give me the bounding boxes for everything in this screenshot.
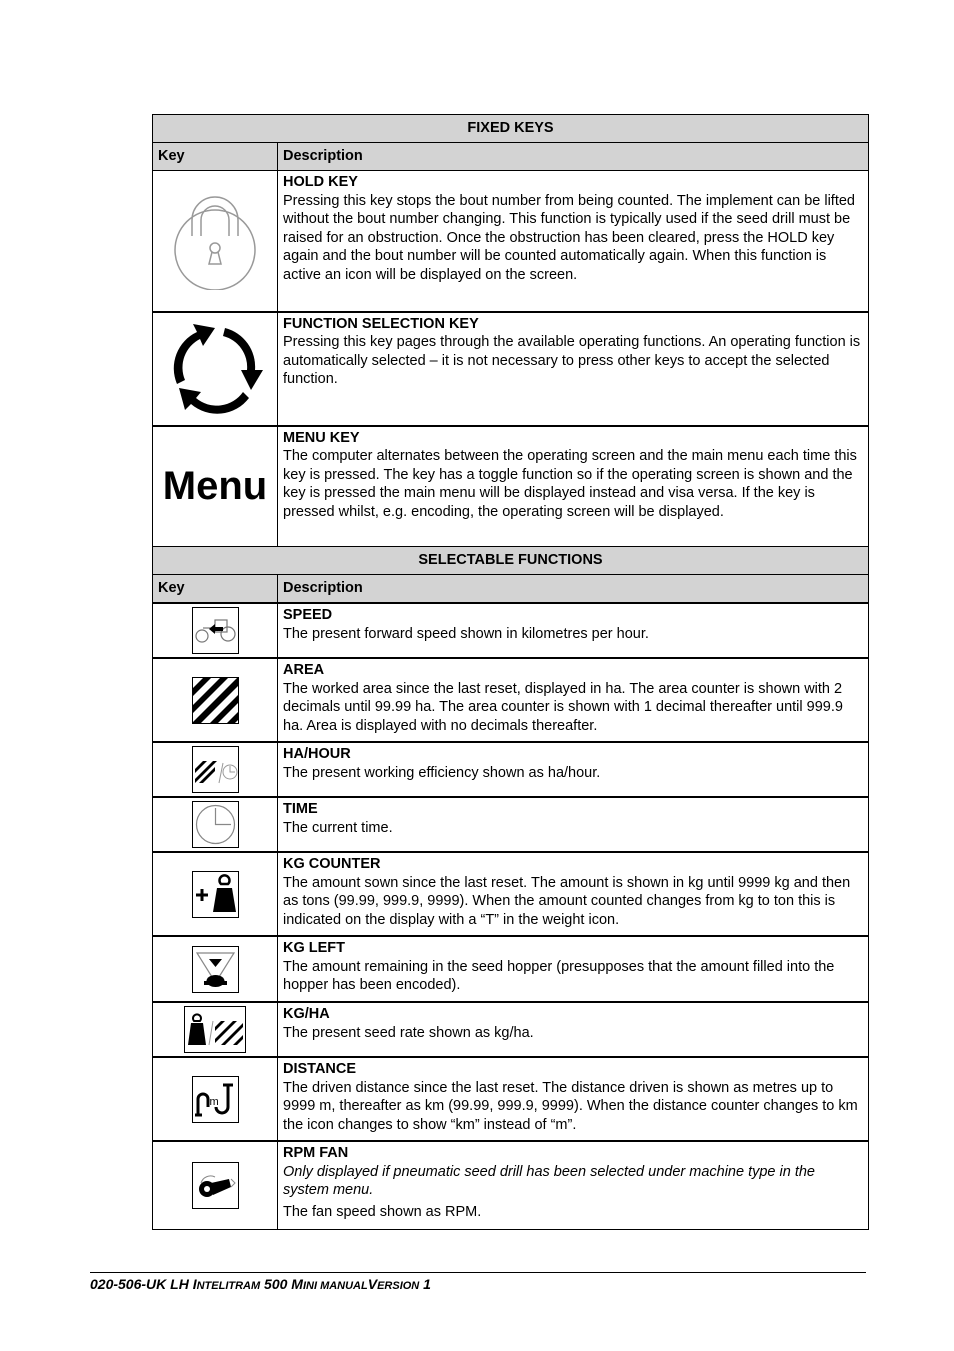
desc-cell	[278, 1141, 869, 1229]
key-cell	[153, 852, 278, 936]
table-row	[153, 603, 869, 658]
row-title: AREA	[283, 662, 325, 678]
key-cell	[153, 312, 278, 426]
row-title: RPM FAN	[283, 1145, 349, 1161]
padlock-icon	[170, 186, 260, 290]
row-desc: The present working efficiency shown as ha/hour.	[283, 764, 601, 781]
row-desc: The worked area since the last reset, displayed in ha. The area counter is shown with 2 decimals until 99.99 ha. The area counter is shown with 1 decimal thereafter until 999.9 ha. Area is displayed with no decimals thereafter.	[283, 680, 843, 734]
kg-counter-icon	[192, 871, 239, 918]
row-desc: The amount remaining in the seed hopper (presupposes that the amount filled into the hopper has been encoded).	[283, 958, 835, 993]
kg-per-ha-icon	[184, 1006, 246, 1053]
table-row	[153, 171, 869, 312]
row-title: KG LEFT	[283, 940, 346, 956]
page-footer: 020-506-UK LH INTELITRAM 500 MINI MANUALVERSION 1	[90, 1276, 431, 1292]
fan-icon	[192, 1162, 239, 1209]
desc-cell	[278, 797, 869, 852]
key-cell	[153, 1141, 278, 1229]
desc-cell	[278, 1057, 869, 1141]
desc-cell	[278, 936, 869, 1002]
table-row	[153, 658, 869, 742]
table-row	[153, 742, 869, 797]
table-row	[153, 852, 869, 936]
key-cell	[153, 936, 278, 1002]
section-title: SELECTABLE FUNCTIONS	[153, 547, 869, 575]
tractor-speed-icon	[192, 607, 239, 654]
row-title: HA/HOUR	[283, 746, 351, 762]
area-per-hour-icon	[192, 746, 239, 793]
section-title: FIXED KEYS	[153, 115, 869, 143]
table-row	[153, 1141, 869, 1229]
key-cell	[153, 1002, 278, 1057]
key-cell	[153, 171, 278, 312]
desc-cell	[278, 658, 869, 742]
desc-cell	[278, 603, 869, 658]
row-desc: The present seed rate shown as kg/ha.	[283, 1024, 534, 1041]
key-cell	[153, 603, 278, 658]
clock-icon	[192, 801, 239, 848]
table-row	[153, 797, 869, 852]
row-title: DISTANCE	[283, 1061, 357, 1077]
key-cell	[153, 742, 278, 797]
section-header-fixed-keys	[153, 115, 869, 143]
section-header-selectable-functions	[153, 547, 869, 575]
key-cell	[153, 1057, 278, 1141]
row-title: TIME	[283, 801, 318, 817]
distance-unit-label: m	[209, 1095, 219, 1108]
col-key-header: Key	[153, 575, 278, 604]
row-title: FUNCTION SELECTION KEY	[283, 315, 479, 332]
key-cell	[153, 426, 278, 547]
row-desc: Pressing this key stops the bout number from being counted. The implement can be lifted without the bout number changing. This function is typically used if the seed drill must be raised for an obstruction. Once the obstruction has been cleared, press the HOLD key again and the bout number will be counted automatically again. When this function is active an icon will be displayed on the screen.	[283, 192, 855, 283]
table-row	[153, 936, 869, 1002]
row-desc: The fan speed shown as RPM.	[283, 1203, 482, 1220]
row-desc: The amount sown since the last reset. The amount is shown in kg until 9999 kg and then as tons (99.99, 999.9, 9999). When the amount counted changes from kg to ton this is indicated on the display with a “T” in the weight icon.	[283, 874, 851, 928]
key-cell	[153, 797, 278, 852]
table-row	[153, 1002, 869, 1057]
desc-cell	[278, 852, 869, 936]
col-desc-header: Description	[278, 143, 869, 171]
col-desc-header: Description	[278, 575, 869, 604]
table-row	[153, 426, 869, 547]
desc-cell	[278, 426, 869, 547]
cycle-arrows-icon	[163, 314, 267, 418]
row-desc: The computer alternates between the operating screen and the main menu each time this key is pressed. The key has a toggle function so if the operating screen is shown and the key is pressed the main menu will be displayed instead and visa versa. If the key is pressed whilst, e.g. encoding, the operating screen will be displayed.	[283, 448, 857, 520]
row-note: Only displayed if pneumatic seed drill has been selected under machine type in the system menu.	[283, 1163, 815, 1198]
distance-icon	[192, 1076, 239, 1123]
row-desc: Pressing this key pages through the available operating functions. An operating function is automatically selected – it is not necessary to press other keys to accept the selected function.	[283, 334, 861, 387]
key-cell	[153, 658, 278, 742]
table-row	[153, 1057, 869, 1141]
row-title: KG/HA	[283, 1006, 330, 1022]
menu-key-label: Menu	[162, 464, 268, 509]
row-desc: The driven distance since the last reset. The distance driven is shown as metres up to 9999 m, thereafter as km (99.99, 999.9, 9999). When the distance counter changes to km the icon changes to show “km” instead of “m”.	[283, 1079, 858, 1133]
row-title: HOLD KEY	[283, 174, 358, 190]
footer-divider	[90, 1272, 866, 1273]
column-header-row	[153, 143, 869, 171]
desc-cell	[278, 312, 869, 426]
row-title: SPEED	[283, 607, 333, 623]
table-row	[153, 312, 869, 426]
hopper-icon	[192, 946, 239, 993]
desc-cell	[278, 171, 869, 312]
desc-cell	[278, 742, 869, 797]
column-header-row	[153, 575, 869, 604]
row-title: MENU KEY	[283, 429, 360, 446]
row-desc: The current time.	[283, 819, 393, 836]
hatched-area-icon	[192, 677, 239, 724]
row-desc: The present forward speed shown in kilometres per hour.	[283, 625, 649, 642]
col-key-header: Key	[153, 143, 278, 171]
keys-table	[152, 114, 869, 1230]
footer-doc-number: 020-506-UK LH	[90, 1276, 193, 1292]
row-title: KG COUNTER	[283, 856, 381, 872]
desc-cell	[278, 1002, 869, 1057]
